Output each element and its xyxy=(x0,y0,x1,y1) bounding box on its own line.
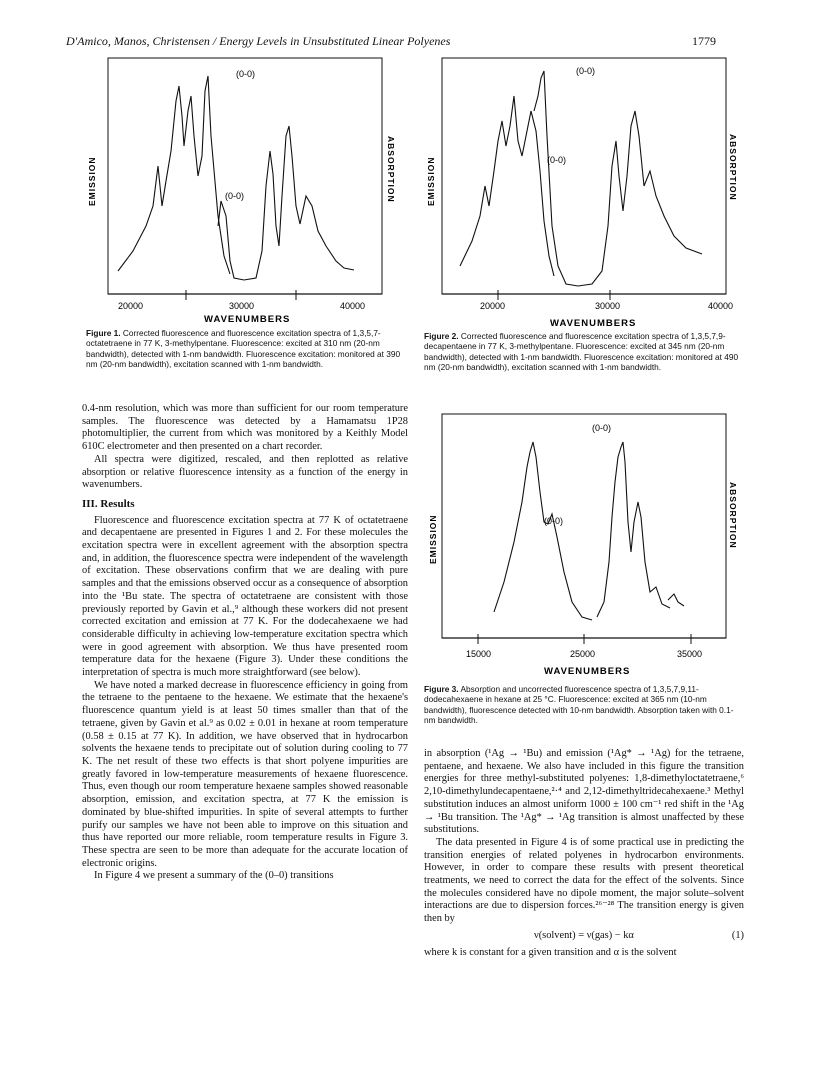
figure-1-caption xyxy=(86,328,408,370)
peak-label-absorption: (0-0) xyxy=(225,191,245,201)
emission-axis-label: EMISSION xyxy=(87,156,97,206)
peak-label-emission: (0-0) xyxy=(544,516,564,526)
caption-lead: Figure 1. xyxy=(86,328,121,338)
section-heading: III. Results xyxy=(82,497,135,510)
absorption-axis-label: ABSORPTION xyxy=(728,482,738,549)
x-tick-label: 25000 xyxy=(570,649,596,659)
paragraph: In Figure 4 we present a summary of the (0–0) transitions xyxy=(94,870,334,882)
paragraph: 0.4-nm resolution, which was more than sufficient for our room temperature samples. The fluorescence was detected by a Hamamatsu 1P28 photomultiplier, the current from which was monitored by a Keithly Model 610C electrometer and then presented on a chart recorder. xyxy=(82,403,408,453)
x-tick-label: 40000 xyxy=(708,301,734,311)
absorption-spectrum-shoulder xyxy=(668,594,684,606)
caption-text: Corrected fluorescence and fluorescence excitation spectra of 1,3,5,7,9-decapentaene in 77 K, 3-methylpentane. Fluorescence: excited at 345 nm (20-nm bandwidth), detected with 1-nm bandwidth. Fluorescence excitation: monitored at 490 nm (20-nm bandwidth), excitation scanned with 1-nm bandwidth. xyxy=(424,331,739,373)
paragraph: The data presented in Figure 4 is of some practical use in predicting the transition energies of related polyenes in hydrocarbon environments. However, in order to compare these results with present theoretical treatments, we need to correct the data for the effect of the solvents. Since the molecules considered have no dipole moment, the major solute–solvent interactions are due to dispersion forces.²⁶⁻²⁸ The transition energy is given then by xyxy=(424,836,744,925)
absorption-spectrum xyxy=(597,442,670,617)
plot-frame xyxy=(108,58,382,294)
absorption-spectrum xyxy=(218,126,354,280)
figure-2-caption xyxy=(424,331,742,373)
right-column xyxy=(424,748,744,959)
caption-text: Absorption and uncorrected fluorescence spectra of 1,3,5,7,9,11-dodecahexaene in hexane at 25 °C. Fluorescence: excited at 365 nm (10-nm bandwidth), fluorescence detected with 10-nm bandwidth. Absorption taken with 0.1-nm bandwidth. xyxy=(424,684,734,726)
x-tick-label: 35000 xyxy=(677,649,703,659)
peak-label-absorption: (0-0) xyxy=(592,423,612,433)
peak-label-emission: (0-0) xyxy=(236,69,256,79)
plot-frame xyxy=(442,58,726,294)
x-axis-title: WAVENUMBERS xyxy=(550,318,637,326)
emission-axis-label: EMISSION xyxy=(428,514,438,564)
x-tick-label: 20000 xyxy=(118,301,144,311)
absorption-spectrum xyxy=(534,71,702,286)
paragraph: Fluorescence and fluorescence excitation spectra at 77 K of octatetraene and decapentaene are presented in Figures 1 and 2. For these molecules the excitation spectra were in excellent agreement with the absorption spectra and, in addition, the fluorescence spectra were independent of the wavelength of excitation. These observations confirm that we are dealing with pure samples and that the emissions observed occur as a consequence of absorption into the ¹Bu state. The spectra of octatetraene are consistent with those previously reported by Gavin et al.,⁹ although these workers did not present corrected excitation and emission at 77 K. For the dodecahexaene we had considerable difficulty in achieving low-temperature excitation spectra which were in good agreement with absorption. We thus have presented room temperature data for the hexaene (Figure 3). Under these conditions the interpretation of spectra is much more straightforward (see below). xyxy=(82,514,408,679)
figure-2-plot xyxy=(412,56,752,326)
x-tick-label: 20000 xyxy=(480,301,506,311)
emission-spectrum xyxy=(460,96,554,276)
emission-axis-label: EMISSION xyxy=(426,156,436,206)
absorption-axis-label: ABSORPTION xyxy=(728,134,738,201)
x-axis-title: WAVENUMBERS xyxy=(204,314,291,325)
paragraph: We have noted a marked decrease in fluorescence efficiency in going from the tetraene to the pentaene to the hexaene. We estimate that the hexaene's fluorescence quantum yield is at least 50 times smaller than that of the tetraene, given by Gavin et al.⁹ as 0.02 ± 0.01 in hexane at room temperature (0.58 ± 0.15 at 77 K). In addition, we have observed that in hydrocarbon solvents the hexaene tends to precipitate out of solution during cooling to 77 K. The net result of these two effects is that short polyene impurities are greatly favored in low-temperature measurements of hexaene fluorescence. Thus, even though our room temperature hexaene samples showed reasonable absorption, emission, and excitation spectra, at 77 K the emission is dominated by blue-shifted impurities. In spite of several attempts to further purify our samples we have not been able to improve on this situation and thus have reported our more reliable, room temperature results in Figure 3. These spectra are seen to be more than adequate for the accurate location of electronic origins. xyxy=(82,679,408,869)
x-tick-label: 15000 xyxy=(466,649,492,659)
equation-number: (1) xyxy=(731,929,744,941)
figure-3-plot xyxy=(412,412,752,682)
peak-label-absorption: (0-0) xyxy=(547,155,567,165)
emission-spectrum xyxy=(494,442,592,620)
x-tick-label: 30000 xyxy=(229,301,255,311)
paragraph: in absorption (¹Ag → ¹Bu) and emission (¹Ag* → ¹Ag) for the tetraene, pentaene, and hexaene. We also have included in this figure the transition energies for three methyl-substituted polyenes: 1,8-dimethyloctatetraene,⁶ 2,10-dimethylundecapentaene,²·⁴ and 2,12-dimethyltridecahexaene.³ Methyl substitution induces an almost uniform 1000 ± 100 cm⁻¹ red shift in the ¹Ag → ¹Bu transition. The ¹Ag* → ¹Ag transition is almost unaffected by these substitutions. xyxy=(424,748,744,836)
figure-2 xyxy=(412,56,752,326)
running-title: D'Amico, Manos, Christensen / Energy Levels in Unsubstituted Linear Polyenes xyxy=(66,34,451,48)
figure-3 xyxy=(412,412,752,682)
caption-text: Corrected fluorescence and fluorescence excitation spectra of 1,3,5,7-octatetraene in 77 K, 3-methylpentane. Fluorescence: excited at 310 nm (20-nm bandwidth), detected with 1-nm bandwidth. Fluorescence excitation: monitored at 390 nm (20-nm bandwidth), excitation scanned with 1-nm bandwidth. xyxy=(86,328,401,370)
caption-lead: Figure 3. xyxy=(424,684,459,694)
figure-1 xyxy=(78,56,408,326)
x-tick-label: 40000 xyxy=(340,301,366,311)
emission-spectrum xyxy=(118,76,230,274)
plot-frame xyxy=(442,414,726,638)
x-axis-title: WAVENUMBERS xyxy=(544,666,631,677)
paragraph: All spectra were digitized, rescaled, and then replotted as relative absorption or relative fluorescence intensity as a function of the energy in wavenumbers. xyxy=(82,453,408,491)
paragraph: where k is constant for a given transition and α is the solvent xyxy=(424,946,677,958)
caption-lead: Figure 2. xyxy=(424,331,459,341)
x-tick-label: 30000 xyxy=(595,301,621,311)
equation-1 xyxy=(424,930,744,943)
peak-label-emission: (0-0) xyxy=(576,66,596,76)
left-column xyxy=(82,403,408,883)
page-number: 1779 xyxy=(692,34,716,48)
figure-1-plot xyxy=(78,56,408,326)
absorption-axis-label: ABSORPTION xyxy=(386,136,396,203)
equation: ν(solvent) = ν(gas) − kα xyxy=(534,929,634,941)
figure-3-caption xyxy=(424,684,742,726)
